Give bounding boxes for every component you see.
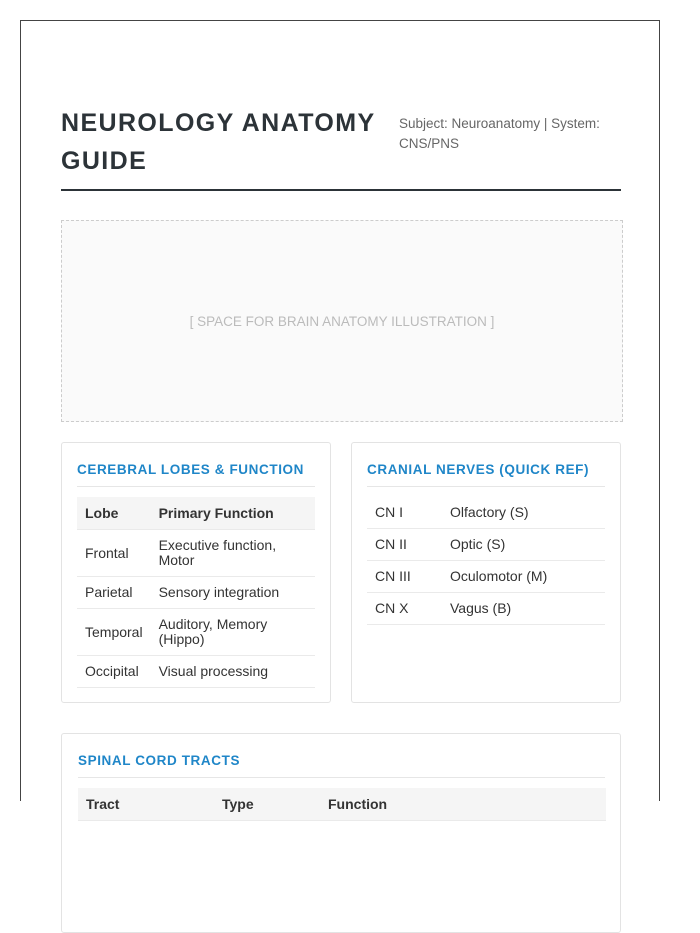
table-row (367, 497, 605, 529)
table-row (77, 530, 315, 577)
document-header (61, 101, 621, 191)
nerve-name: Olfactory (S) (442, 497, 605, 529)
cranial-nerves-title: CRANIAL NERVES (QUICK REF) (367, 443, 605, 487)
cerebral-lobes-card (61, 442, 331, 703)
document-page (20, 20, 660, 812)
lobe-name: Occipital (77, 656, 151, 688)
illustration-placeholder (61, 220, 623, 422)
table-row (77, 656, 315, 688)
page-title: NEUROLOGY ANATOMY GUIDE (61, 109, 376, 175)
table-row (77, 609, 315, 656)
lobe-function: Visual processing (151, 656, 315, 688)
table-header-row (78, 788, 606, 821)
nerve-number: CN I (367, 497, 442, 529)
spinal-tracts-table (78, 788, 606, 821)
illustration-placeholder-text: [ SPACE FOR BRAIN ANATOMY ILLUSTRATION ] (189, 313, 495, 329)
lobe-name: Frontal (77, 530, 151, 577)
lobe-function: Auditory, Memory (Hippo) (151, 609, 315, 656)
column-header: Primary Function (151, 497, 315, 530)
lobe-function: Executive function, Motor (151, 530, 315, 577)
nerve-number: CN III (367, 561, 442, 593)
lobe-name: Parietal (77, 577, 151, 609)
table-row (367, 529, 605, 561)
nerve-name: Optic (S) (442, 529, 605, 561)
cranial-nerves-card (351, 442, 621, 703)
lobe-function: Sensory integration (151, 577, 315, 609)
table-row (77, 577, 315, 609)
table-header-row (77, 497, 315, 530)
column-header: Tract (78, 788, 214, 821)
column-header: Function (320, 788, 606, 821)
nerve-number: CN X (367, 593, 442, 625)
table-row (367, 561, 605, 593)
table-row (367, 593, 605, 625)
cranial-nerves-table (367, 497, 605, 625)
lobe-name: Temporal (77, 609, 151, 656)
cerebral-lobes-title: CEREBRAL LOBES & FUNCTION (77, 443, 315, 487)
nerve-number: CN II (367, 529, 442, 561)
nerve-name: Oculomotor (M) (442, 561, 605, 593)
column-header: Lobe (77, 497, 151, 530)
cerebral-lobes-table (77, 497, 315, 688)
spinal-tracts-card (61, 733, 621, 933)
column-header: Type (214, 788, 320, 821)
nerve-name: Vagus (B) (442, 593, 605, 625)
spinal-tracts-title: SPINAL CORD TRACTS (78, 734, 605, 778)
subject-meta: Subject: Neuroanatomy | System: CNS/PNS (399, 116, 600, 151)
